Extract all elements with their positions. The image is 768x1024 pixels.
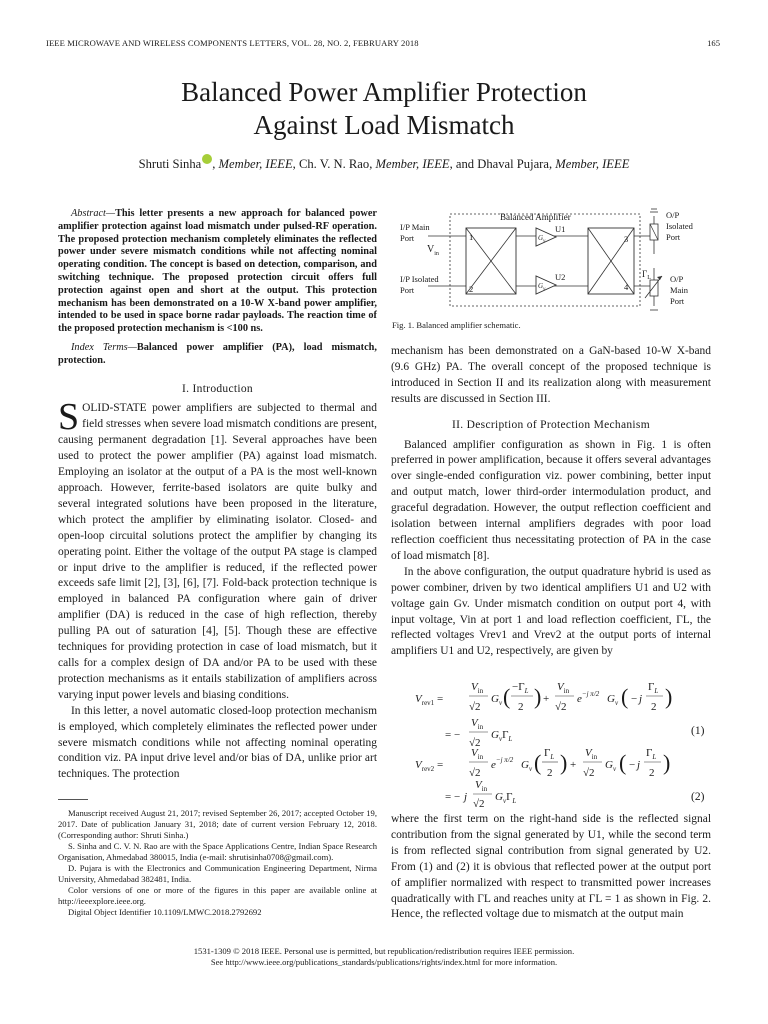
svg-text:Vin: $V_{in}$ bbox=[557, 681, 570, 695]
label-ip-isolated: I/P Isolated bbox=[400, 274, 439, 284]
footnote-doi: Digital Object Identifier 10.1109/LMWC.2018.2792692 bbox=[68, 907, 262, 917]
svg-text:Vrev1 =: $V_{rev1}$ = bbox=[415, 693, 444, 707]
svg-text:Gv: $G_v$ bbox=[491, 693, 503, 707]
paper-title bbox=[0, 76, 768, 142]
title-line-2: Against Load Mismatch bbox=[253, 110, 515, 140]
abstract-lead: Abstract— bbox=[71, 208, 116, 219]
author-line: Shruti Sinha , Member, IEEE, Ch. V. N. Rao, Member, IEEE, and Dhaval Pujara, Member, IEEE bbox=[0, 154, 768, 172]
svg-text:√2: √2 bbox=[473, 798, 485, 808]
svg-text:ΓL: $\Gamma_L$ bbox=[544, 747, 555, 761]
svg-text:= −: = − bbox=[445, 729, 461, 741]
figure-title: Balanced Amplifier bbox=[500, 212, 571, 222]
footnote-affiliation-2: D. Pujara is with the Electronics and Communication Engineering Department, Nirma University, Ahmedabad 382481, India. bbox=[58, 863, 377, 884]
author-1-role: Member, IEEE bbox=[218, 157, 293, 171]
svg-text:ΓL: $\Gamma_L$ bbox=[648, 681, 659, 695]
svg-text:GvΓL: $G_v\Gamma_L$ bbox=[491, 729, 513, 743]
section-1-heading: I. Introduction bbox=[182, 382, 253, 395]
port-1-label: 1 bbox=[469, 232, 474, 242]
svg-text:Vin: $V_{in}$ bbox=[471, 747, 484, 761]
copyright-notice bbox=[0, 946, 768, 968]
svg-text:Gv: $G_v$ bbox=[607, 693, 619, 707]
intro-continuation: mechanism has been demonstrated on a GaN-based 10-W X-band (9.6 GHz) PA. The overall concept of the proposed technique is introduced in Section II and its realization along with measurement results are discussed in Section III. bbox=[391, 345, 711, 405]
section-2-heading: II. Description of Protection Mechanism bbox=[452, 418, 650, 431]
right-column-lower bbox=[391, 812, 711, 923]
label-ip-main: I/P Main bbox=[400, 222, 430, 232]
svg-text:Gv: $G_v$ bbox=[521, 759, 533, 773]
svg-text:(: ( bbox=[534, 750, 542, 775]
copyright-line-2: See http://www.ieee.org/publications_standards/publications/rights/index.html for more information. bbox=[210, 957, 558, 967]
equation-2-number: (2) bbox=[691, 791, 705, 803]
svg-text:−: − bbox=[631, 693, 638, 705]
svg-text:j: j bbox=[639, 693, 643, 705]
svg-text:Vin: $V_{in}$ bbox=[471, 717, 484, 731]
author-2-role: Member, IEEE bbox=[375, 157, 450, 171]
svg-text:j: j bbox=[464, 791, 468, 803]
label-op-isolated-2: Isolated bbox=[666, 221, 693, 231]
svg-text:2: 2 bbox=[649, 767, 655, 779]
label-u1: U1 bbox=[555, 224, 566, 234]
index-terms bbox=[58, 342, 377, 368]
footnotes bbox=[58, 808, 377, 918]
orcid-icon[interactable] bbox=[202, 154, 212, 164]
equations-block bbox=[391, 672, 711, 808]
svg-text:(: ( bbox=[503, 684, 511, 709]
intro-paragraph-2: In this letter, a novel automatic closed-loop protection mechanism is employed, which completely eliminates the reflected power under severe mismatch conditions while not affecting nominal operating condition viz. PA input drive level and/or bias of DA, unlike prior art techniques. The protection bbox=[58, 704, 377, 781]
label-op-main-3: Port bbox=[670, 296, 685, 306]
equation-1-number: (1) bbox=[691, 725, 705, 737]
equation-2 bbox=[415, 747, 670, 808]
svg-text:Vin: $V_{in}$ bbox=[475, 779, 488, 793]
right-column-upper bbox=[391, 344, 711, 660]
svg-text:−: − bbox=[629, 759, 636, 771]
svg-text:): ) bbox=[534, 684, 542, 709]
author-1: Shruti Sinha bbox=[138, 157, 202, 171]
left-column bbox=[58, 208, 377, 783]
author-2: Ch. V. N. Rao bbox=[298, 157, 370, 171]
svg-text:(: ( bbox=[621, 684, 629, 709]
svg-text:ΓL: $\Gamma_L$ bbox=[646, 747, 657, 761]
svg-text:2: 2 bbox=[518, 701, 524, 713]
svg-text:+: + bbox=[543, 693, 550, 705]
author-3-role: Member, IEEE bbox=[555, 157, 630, 171]
svg-text:√2: √2 bbox=[555, 701, 567, 713]
abstract-text: This letter presents a new approach for balanced power amplifier protection against load mismatch under pulsed-RF operation. The proposed protection mechanism completely eliminates the reflected power under severe mismatch conditions while not affecting nominal operating condition. The concept is based on detection, comparison, and switching technique. The proposed protection circuit offers full protection against open and short at the output. This protection mechanism has been demonstrated on a 10-W X-band power amplifier, intended to be used in space borne radar payloads. The reaction time of the proposed protection mechanism is <100 ns. bbox=[58, 208, 377, 335]
port-4-label: 4 bbox=[624, 282, 629, 292]
svg-text:Vrev2 =: $V_{rev2}$ = bbox=[415, 759, 444, 773]
svg-text:): ) bbox=[665, 684, 673, 709]
equation-1 bbox=[415, 681, 672, 749]
footnote-color: Color versions of one or more of the figures in this paper are available online at http://ieeexplore.ieee.org. bbox=[58, 885, 377, 906]
running-header: IEEE MICROWAVE AND WIRELESS COMPONENTS LETTERS, VOL. 28, NO. 2, FEBRUARY 2018 bbox=[46, 38, 419, 48]
footnote-rule bbox=[58, 799, 88, 800]
svg-text:−ΓL: $-\Gamma_L$ bbox=[512, 681, 529, 695]
label-op-main-1: O/P bbox=[670, 274, 684, 284]
svg-text:j: j bbox=[637, 759, 641, 771]
svg-text:+: + bbox=[570, 759, 577, 771]
section-2-paragraph-1: Balanced amplifier configuration as shown in Fig. 1 is often preferred in power amplification, because it offers several advantages over single-ended configuration viz. power combining, better input and output match, lower third-order intermodulation product, and graceful degradation. However, the output reflection coefficient and isolation between internal amplifiers degrades with poor load reflection coefficient thus necessitating protection of PA in the case of load mismatch [8]. bbox=[391, 438, 711, 562]
svg-text:): ) bbox=[560, 750, 568, 775]
svg-text:(: ( bbox=[619, 750, 627, 775]
page-number: 165 bbox=[707, 38, 720, 48]
port-3-label: 3 bbox=[624, 234, 629, 244]
svg-text:√2: √2 bbox=[469, 767, 481, 779]
balanced-amplifier-schematic bbox=[392, 206, 712, 314]
label-ip-main-port: Port bbox=[400, 233, 415, 243]
copyright-line-1: 1531-1309 © 2018 IEEE. Personal use is permitted, but republication/redistribution requires IEEE permission. bbox=[193, 946, 575, 956]
svg-text:Vin: $V_{in}$ bbox=[585, 747, 598, 761]
index-terms-lead: Index Terms— bbox=[71, 341, 137, 353]
svg-text:): ) bbox=[663, 750, 671, 775]
svg-text:e−j π/2: $e^{-j \pi/2}$ bbox=[491, 756, 514, 771]
svg-text:2: 2 bbox=[547, 767, 553, 779]
figure-1-caption: Fig. 1. Balanced amplifier schematic. bbox=[392, 320, 521, 330]
label-op-main-2: Main bbox=[670, 285, 688, 295]
svg-text:= −: = − bbox=[445, 791, 461, 803]
intro-paragraph-1: SOLID-STATE power amplifiers are subjected to thermal and field stresses when severe load mismatch conditions are present, causing permanent degradation [1]. Several approaches have been used to protect the power amplifier (PA) against load mismatch. Employing an isolator at the output of a PA is the most well-known approach. However, ferrite-based isolators are quite bulky and several integrated solutions have been proposed in the literature, which protect the amplifier by eliminating isolator. Closed- and open-loop circuital solutions protect the amplifier by changing its operating point. Either the voltage of the output PA stage is clamped or input drive to the amplifier is reduced, if the reflected power exceeds safe limit [2], [3], [6], [7]. Fold-back protection technique is employed in balanced PA configuration where gain of driver amplifier (DA) is reduced in the case of high reflection, thereby pulling PA out of saturation [4], [5]. Though these are effective techniques for providing protection in case of load mismatch, but it calls for a complex design of DA and/or PA to be used with these protection mechanisms as it entails stabilization of amplifiers across varying input power levels and biasing conditions. bbox=[58, 396, 377, 701]
drop-cap: S bbox=[58, 396, 80, 439]
abstract bbox=[58, 208, 377, 336]
index-terms-text: Balanced power amplifier (PA), load mismatch, protection. bbox=[58, 341, 377, 366]
footnote-affiliation-1: S. Sinha and C. V. N. Rao are with the Space Applications Centre, Indian Space Research Organisation, Ahmedabad 380015, India (e-mail: shrutisinha0708@gmail.com). bbox=[58, 841, 377, 862]
footnote-manuscript: Manuscript received August 21, 2017; revised September 26, 2017; accepted October 19, 2017. Date of publication January 31, 2018; date of current version February 12, 2018. (Corresponding author: Shruti Sinha.) bbox=[58, 808, 377, 840]
svg-text:e−j π/2: $e^{-j \pi/2}$ bbox=[577, 690, 600, 705]
section-2-paragraph-2: In the above configuration, the output quadrature hybrid is used as power combiner, driven by two identical amplifiers U1 and U2 with voltage gain Gv. Under mismatch condition on output port 4, with input voltage, Vin at port 1 and load reflection coefficient, ΓL, the reflected voltages Vrev1 and Vrev2 at the output ports of internal amplifiers U1 and U2, respectively, are given by bbox=[391, 565, 711, 658]
label-vin: $V_{in}$ bbox=[427, 244, 439, 257]
label-ip-isolated-port: Port bbox=[400, 285, 415, 295]
label-u2: U2 bbox=[555, 272, 566, 282]
svg-text:2: 2 bbox=[651, 701, 657, 713]
title-line-1: Balanced Power Amplifier Protection bbox=[181, 77, 587, 107]
label-op-isolated-3: Port bbox=[666, 232, 681, 242]
gain-u1: $G_v$ bbox=[538, 234, 546, 244]
gamma-l-label: $\Gamma_L$ bbox=[642, 269, 651, 281]
label-op-isolated-1: O/P bbox=[666, 210, 680, 220]
author-3: and Dhaval Pujara bbox=[455, 157, 549, 171]
svg-text:√2: √2 bbox=[469, 737, 481, 749]
gain-u2: $G_v$ bbox=[538, 282, 546, 292]
svg-text:GvΓL: $G_v\Gamma_L$ bbox=[495, 791, 517, 805]
svg-text:√2: √2 bbox=[469, 701, 481, 713]
port-2-label: 2 bbox=[469, 284, 474, 294]
svg-text:Gv: $G_v$ bbox=[605, 759, 617, 773]
section-2-paragraph-3: where the first term on the right-hand side is the reflected signal contribution from the signal generated by U1, while the second term is from reflected signal contribution from signal generated by U2. From (1) and (2) it is obvious that reflected power at the output port of amplifier normalized with respect to transmitted power increases quadratically with ΓL and reaches unity at ΓL = 1 as shown in Fig. 2. Hence, the reflected voltage due to mismatch at the output main bbox=[391, 813, 711, 921]
svg-text:Vin: $V_{in}$ bbox=[471, 681, 484, 695]
svg-text:√2: √2 bbox=[583, 767, 595, 779]
